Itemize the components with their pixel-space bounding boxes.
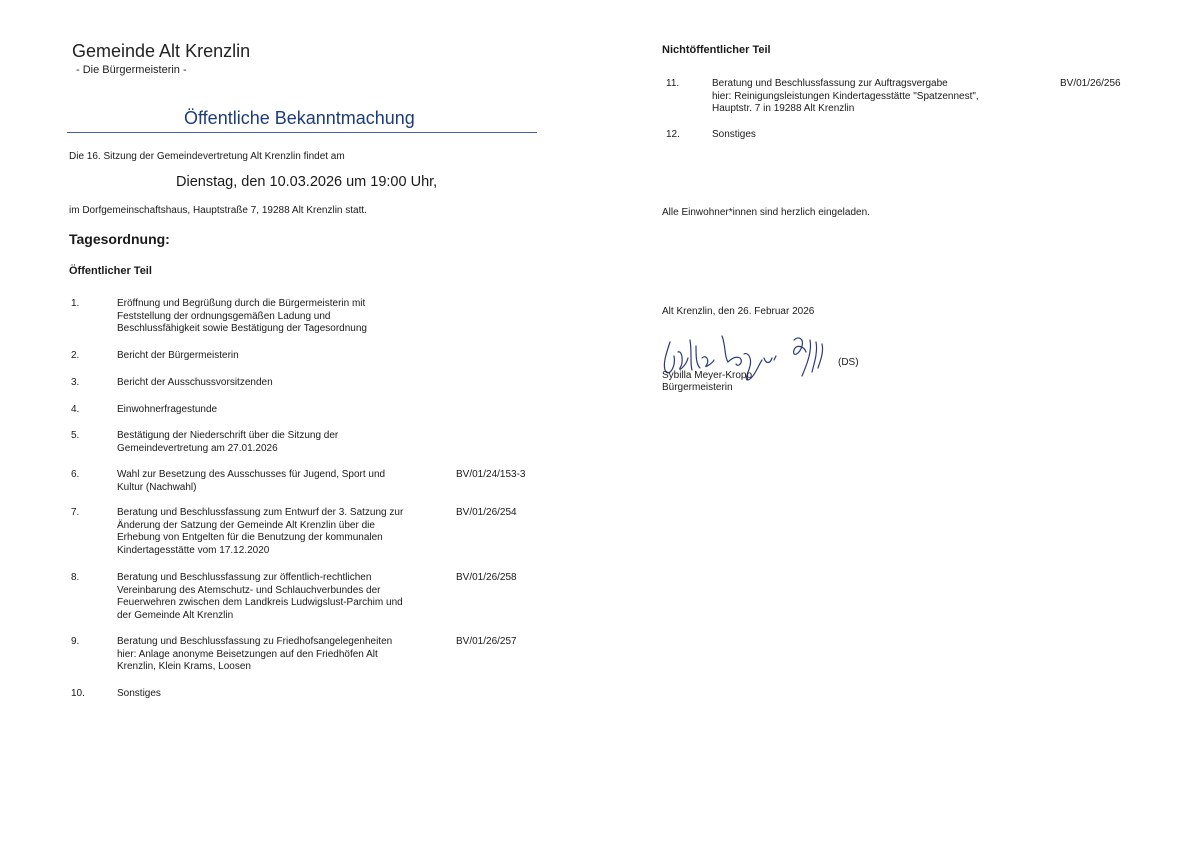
agenda-item-text xyxy=(712,129,1042,142)
agenda-item-number: 9. xyxy=(71,636,80,647)
agenda-item-number: 1. xyxy=(71,298,80,309)
agenda-item-line: Beratung und Beschlussfassung zum Entwurf der 3. Satzung zur xyxy=(117,507,404,518)
agenda-item-line: hier: Reinigungsleistungen Kindertagesstätte "Spatzennest", xyxy=(712,90,979,102)
agenda-item-line: Änderung der Satzung der Gemeinde Alt Krenzlin über die xyxy=(117,519,375,531)
agenda-item-line: Wahl zur Besetzung des Ausschusses für Jugend, Sport und xyxy=(117,469,386,480)
agenda-item-number: 7. xyxy=(71,507,80,518)
agenda-item-text xyxy=(117,507,447,558)
agenda-item-text xyxy=(117,404,447,417)
intro-text: Die 16. Sitzung der Gemeindevertretung Alt Krenzlin findet am xyxy=(69,151,345,162)
agenda-item-line: Sonstiges xyxy=(712,129,756,140)
agenda-item-line: Bestätigung der Niederschrift über die Sitzung der xyxy=(117,430,339,441)
signer-block xyxy=(662,370,752,394)
agenda-item-reference: BV/01/26/254 xyxy=(456,507,517,518)
agenda-item-line: Feststellung der ordnungsgemäßen Ladung und xyxy=(117,310,331,322)
notice-title: Öffentliche Bekanntmachung xyxy=(184,108,415,128)
place-and-date: Alt Krenzlin, den 26. Februar 2026 xyxy=(662,306,815,317)
agenda-item-line: Vereinbarung des Atemschutz- und Schlauchverbundes der xyxy=(117,584,381,596)
signer-title: Bürgermeisterin xyxy=(662,382,733,393)
agenda-item-text xyxy=(117,469,447,494)
agenda-item-text xyxy=(117,377,447,390)
agenda-item-line: hier: Anlage anonyme Beisetzungen auf den Friedhöfen Alt xyxy=(117,648,378,660)
agenda-item-number: 11. xyxy=(666,78,680,89)
agenda-heading: Tagesordnung: xyxy=(69,231,170,247)
agenda-item-reference: BV/01/26/257 xyxy=(456,636,517,647)
agenda-item-line: Hauptstr. 7 in 19288 Alt Krenzlin xyxy=(712,103,855,115)
seal-marker: (DS) xyxy=(838,357,859,368)
agenda-item-number: 2. xyxy=(71,350,80,361)
meeting-date: Dienstag, den 10.03.2026 um 19:00 Uhr, xyxy=(176,174,438,190)
meeting-location: im Dorfgemeinschaftshaus, Hauptstraße 7, 19288 Alt Krenzlin statt. xyxy=(69,205,367,216)
nonpublic-part-heading: Nichtöffentlicher Teil xyxy=(662,44,771,56)
invitation-text: Alle Einwohner*innen sind herzlich eingeladen. xyxy=(662,207,870,218)
agenda-item-line: Sonstiges xyxy=(117,688,161,699)
agenda-item-text xyxy=(117,572,447,623)
agenda-item-line: Bericht der Ausschussvorsitzenden xyxy=(117,377,273,388)
agenda-item-text xyxy=(117,636,447,674)
agenda-item-text xyxy=(117,298,447,336)
agenda-item-line: Beratung und Beschlussfassung zur Auftragsvergabe xyxy=(712,78,948,89)
agenda-item-reference: BV/01/26/256 xyxy=(1060,78,1121,89)
agenda-item-text xyxy=(117,350,447,363)
signer-name: Sybilla Meyer-Kropp xyxy=(662,370,753,381)
agenda-item-text xyxy=(712,78,1042,116)
agenda-item-line: Erhebung von Entgelten für die Benutzung der kommunalen xyxy=(117,532,383,544)
agenda-item-reference: BV/01/26/258 xyxy=(456,572,517,583)
title-divider xyxy=(67,132,537,133)
agenda-item-line: Krenzlin, Klein Krams, Loosen xyxy=(117,661,251,673)
agenda-item-line: Bericht der Bürgermeisterin xyxy=(117,350,239,361)
agenda-item-number: 6. xyxy=(71,469,80,480)
agenda-item-line: Gemeindevertretung am 27.01.2026 xyxy=(117,442,278,454)
agenda-item-number: 8. xyxy=(71,572,80,583)
agenda-item-number: 4. xyxy=(71,404,80,415)
agenda-item-line: Kindertagesstätte vom 17.12.2020 xyxy=(117,545,270,557)
agenda-item-line: Beschlussfähigkeit sowie Bestätigung der Tagesordnung xyxy=(117,323,367,335)
agenda-item-text xyxy=(117,688,447,701)
agenda-item-number: 12. xyxy=(666,129,680,140)
agenda-item-number: 3. xyxy=(71,377,80,388)
agenda-item-line: Beratung und Beschlussfassung zu Friedhofsangelegenheiten xyxy=(117,636,393,647)
agenda-item-line: Eröffnung und Begrüßung durch die Bürgermeisterin mit xyxy=(117,298,366,309)
agenda-item-line: Einwohnerfragestunde xyxy=(117,404,218,415)
agenda-item-number: 10. xyxy=(71,688,85,699)
agenda-item-number: 5. xyxy=(71,430,80,441)
agenda-item-line: Kultur (Nachwahl) xyxy=(117,481,197,493)
mayor-subtitle: - Die Bürgermeisterin - xyxy=(76,64,187,76)
agenda-item-line: Beratung und Beschlussfassung zur öffentlich-rechtlichen xyxy=(117,572,372,583)
agenda-item-line: Feuerwehren zwischen dem Landkreis Ludwigslust-Parchim und xyxy=(117,597,403,609)
agenda-item-line: der Gemeinde Alt Krenzlin xyxy=(117,610,234,622)
public-part-heading: Öffentlicher Teil xyxy=(69,265,152,277)
municipality-name: Gemeinde Alt Krenzlin xyxy=(72,41,251,61)
agenda-item-reference: BV/01/24/153-3 xyxy=(456,469,526,480)
agenda-item-text xyxy=(117,430,447,455)
